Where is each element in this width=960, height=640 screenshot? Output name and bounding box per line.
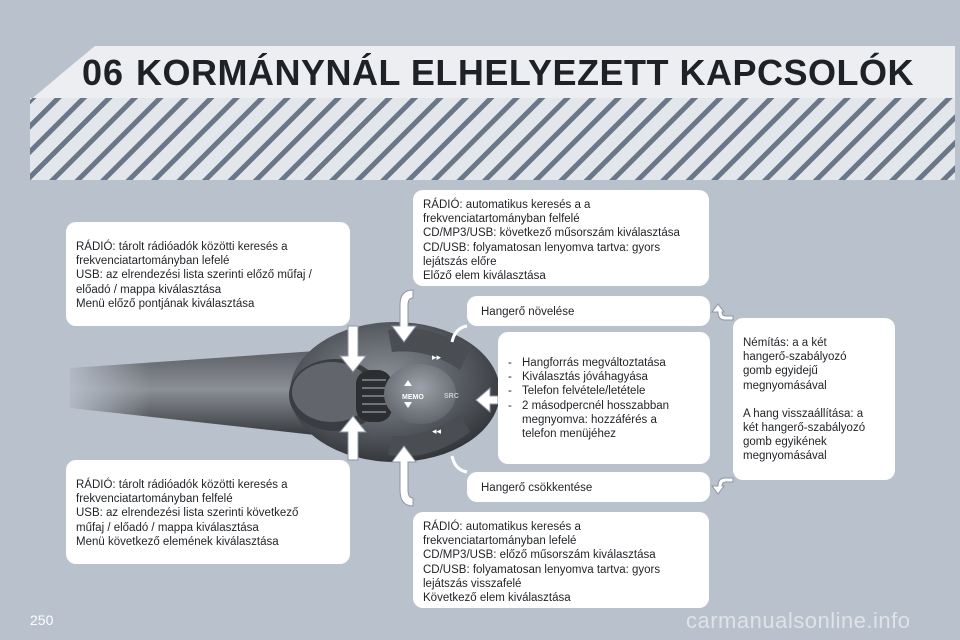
list-item-continuation: telefon menüjéhez bbox=[522, 428, 616, 441]
info-box-mute bbox=[733, 318, 895, 480]
text-line: frekvenciatartományban lefelé bbox=[76, 255, 230, 268]
text-line: RÁDIÓ: tárolt rádióadók közötti keresés a bbox=[76, 479, 288, 491]
text-line: lejátszás előre bbox=[423, 255, 497, 268]
watermark: carmanualsonline.info bbox=[686, 608, 911, 633]
volume-down-pointer bbox=[452, 456, 467, 472]
text-line: frekvenciatartományban felfelé bbox=[423, 213, 580, 226]
bullet: - bbox=[508, 385, 512, 398]
text-line: Következő elem kiválasztása bbox=[423, 592, 571, 605]
volume-up-label: Hangerő növelése bbox=[481, 306, 575, 318]
text-line: CD/USB: folyamatosan lenyomva tartva: gyors bbox=[423, 241, 661, 254]
text-line: Némítás: a a két bbox=[743, 337, 827, 349]
list-item-text: 2 másodpercnél hosszabban bbox=[522, 399, 670, 412]
list-item bbox=[508, 384, 700, 398]
page-number: 250 bbox=[30, 612, 54, 628]
text-line: két hangerő-szabályozó bbox=[743, 422, 866, 435]
chapter-number: 06 bbox=[82, 52, 125, 93]
text-line: USB: az elrendezési lista szerinti előző műfaj / bbox=[76, 269, 312, 282]
list-item bbox=[508, 370, 700, 384]
text-line: gomb egyikének bbox=[743, 436, 827, 449]
text-line: RÁDIÓ: tárolt rádióadók közötti keresés a bbox=[76, 241, 288, 253]
bullet: - bbox=[508, 399, 512, 412]
text-line: műfaj / előadó / mappa kiválasztása bbox=[76, 521, 259, 534]
memo-label: MEMO bbox=[402, 394, 424, 401]
volume-down-label: Hangerő csökkentése bbox=[481, 482, 593, 494]
list-item-text: Kiválasztás jóváhagyása bbox=[522, 371, 648, 384]
text-line: Menü előző pontjának kiválasztása bbox=[76, 297, 255, 310]
text-line: RÁDIÓ: automatikus keresés a a bbox=[423, 199, 591, 211]
rewind-icon: ◂◂ bbox=[432, 427, 442, 437]
info-box-seek-up bbox=[413, 190, 709, 286]
src-label: SRC bbox=[444, 393, 459, 400]
text-line: CD/USB: folyamatosan lenyomva tartva: gyors bbox=[423, 563, 661, 576]
text-line: RÁDIÓ: automatikus keresés a bbox=[423, 521, 581, 533]
info-box-seek-down bbox=[413, 512, 709, 608]
text-line: hangerő-szabályozó bbox=[743, 351, 847, 364]
page-title: KORMÁNYNÁL ELHELYEZETT KAPCSOLÓK bbox=[136, 52, 915, 93]
info-box-volume-down bbox=[467, 472, 710, 502]
info-box-src-button bbox=[498, 332, 710, 464]
list-item bbox=[508, 356, 700, 370]
list-item-text: Hangforrás megváltoztatása bbox=[522, 357, 666, 369]
arrow-mute-bottom bbox=[712, 478, 733, 494]
paragraph-gap bbox=[743, 393, 885, 407]
text-line: CD/MP3/USB: előző műsorszám kiválasztása bbox=[423, 549, 656, 562]
bullet: - bbox=[508, 357, 512, 369]
list-item bbox=[508, 399, 700, 413]
text-line: frekvenciatartományban lefelé bbox=[423, 535, 577, 548]
list-item-text: Telefon felvétele/letétele bbox=[522, 385, 646, 398]
arrow-mute-top bbox=[712, 304, 733, 320]
text-line: frekvenciatartományban felfelé bbox=[76, 493, 233, 506]
text-line: lejátszás visszafelé bbox=[423, 577, 522, 590]
info-box-previous-station bbox=[66, 222, 350, 326]
text-line: megnyomásával bbox=[743, 450, 827, 463]
text-line: A hang visszaállítása: a bbox=[743, 407, 864, 420]
info-box-volume-up bbox=[467, 296, 710, 326]
text-line: Előző elem kiválasztása bbox=[423, 270, 546, 283]
forward-icon: ▸▸ bbox=[432, 353, 442, 363]
text-line: USB: az elrendezési lista szerinti következő bbox=[76, 507, 299, 520]
text-line: előadó / mappa kiválasztása bbox=[76, 283, 222, 296]
info-box-next-station bbox=[66, 460, 350, 564]
bullet: - bbox=[508, 371, 512, 384]
text-line: Menü következő elemének kiválasztása bbox=[76, 535, 279, 548]
list-item-continuation: megnyomva: hozzáférés a bbox=[522, 413, 657, 426]
text-line: gomb egyidejű bbox=[743, 365, 818, 378]
text-line: CD/MP3/USB: következő műsorszám kiválasztása bbox=[423, 227, 680, 240]
text-line: megnyomásával bbox=[743, 379, 827, 392]
